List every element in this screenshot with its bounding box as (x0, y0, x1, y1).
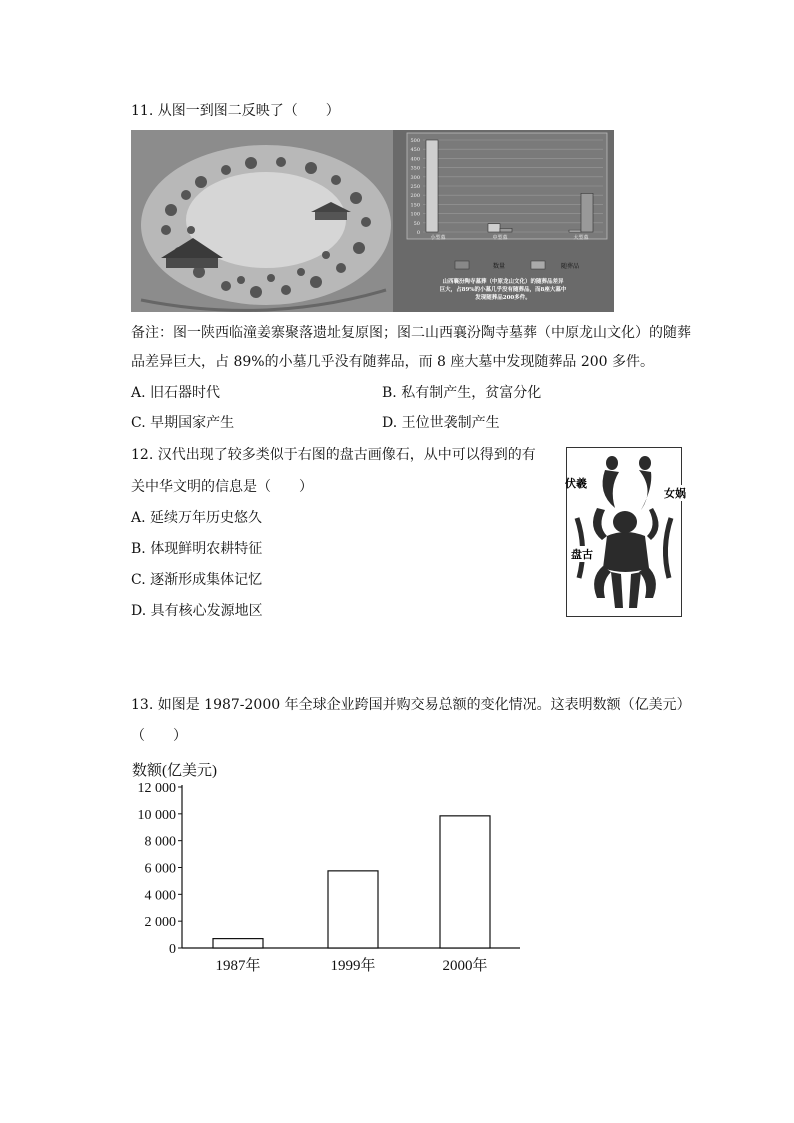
figure-jiangzhai-settlement-photo (131, 130, 393, 312)
y-tick-label: 150 (410, 202, 420, 209)
x-tick-label: 大型墓 (573, 235, 589, 241)
x-tick-label: 小型墓 (430, 235, 446, 241)
y-tick-label: 0 (416, 230, 420, 236)
x-tick-label: 2000年 (442, 958, 488, 974)
y-tick-label: 50 (413, 220, 420, 227)
question-12-option-c[interactable]: C. 逐渐形成集体记忆 (131, 572, 263, 588)
question-11-option-c[interactable]: C. 早期国家产生 (131, 415, 235, 431)
label-fuxi: 伏羲 (565, 477, 587, 490)
question-11-note-line-1: 备注：图一陕西临潼姜寨聚落遗址复原图；图二山西襄汾陶寺墓葬（中原龙山文化）的随葬 (131, 325, 691, 341)
question-11-stem: 11. 从图一到图二反映了（ ） (131, 103, 340, 119)
question-13-stem-line-1: 13. 如图是 1987-2000 年全球企业跨国并购交易总额的变化情况。这表明数额（亿美元） (131, 697, 691, 713)
taosi-tomb-bar-chart (393, 130, 614, 312)
y-tick-label: 12 000 (137, 781, 176, 796)
y-tick-label: 500 (410, 138, 420, 144)
figure-pangu-stone-relief (565, 447, 686, 617)
legend-label-burial-goods: 随葬品 (561, 263, 580, 270)
question-11-note-line-2: 品差异巨大，占 89%的小墓几乎没有随葬品，而 8 座大墓中发现随葬品 200 多件。 (131, 354, 654, 370)
bar-burial-goods (581, 193, 593, 232)
merger-amount-bar-chart (120, 755, 540, 985)
question-11-option-b[interactable]: B. 私有制产生，贫富分化 (382, 385, 542, 401)
question-11-option-d[interactable]: D. 王位世袭制产生 (382, 415, 500, 431)
figure-caption-line: 发现随葬品200多件。 (475, 295, 531, 301)
legend-swatch-count (455, 261, 469, 269)
question-12-option-b[interactable]: B. 体现鲜明农耕特征 (131, 541, 263, 557)
label-pangu: 盘古 (571, 548, 593, 561)
settlement-photo-illustration (131, 130, 393, 312)
bar-count (569, 230, 581, 232)
figure-caption-line: 巨大，占89%的小墓几乎没有随葬品，而8座大墓中 (439, 287, 567, 293)
y-tick-label: 0 (169, 942, 176, 957)
bar-count (488, 224, 500, 232)
y-tick-label: 8 000 (144, 834, 176, 850)
legend-swatch-burial-goods (531, 261, 545, 269)
x-tick-label: 1987年 (215, 958, 261, 974)
question-11-option-a[interactable]: A. 旧石器时代 (131, 385, 221, 401)
question-13-stem-line-2: （ ） (131, 728, 187, 744)
bar-3 (440, 816, 490, 948)
y-tick-label: 350 (410, 165, 420, 172)
y-tick-label: 200 (410, 193, 420, 200)
y-tick-label: 250 (410, 184, 420, 190)
label-nuwa: 女娲 (664, 487, 686, 500)
y-tick-label: 300 (410, 174, 420, 181)
question-12-option-d[interactable]: D. 具有核心发源地区 (131, 603, 263, 619)
y-tick-label: 2 000 (144, 915, 176, 931)
y-tick-label: 400 (410, 156, 420, 163)
bar-burial-goods (500, 228, 512, 232)
question-12-stem-line-1: 12. 汉代出现了较多类似于右图的盘古画像石，从中可以得到的有 (131, 447, 536, 463)
y-tick-label: 6 000 (144, 861, 176, 877)
bar-count (426, 140, 438, 232)
bar-1 (213, 939, 263, 948)
question-12-stem-line-2: 关中华文明的信息是（ ） (131, 479, 313, 495)
x-tick-label: 1999年 (330, 958, 376, 974)
x-tick-label: 中型墓 (492, 235, 508, 241)
bar-2 (328, 871, 378, 948)
question-12-option-a[interactable]: A. 延续万年历史悠久 (131, 510, 263, 526)
merger-amount-svg (120, 755, 540, 985)
figure-taosi-tomb-chart (393, 130, 614, 312)
figure-caption-line: 山西襄汾陶寺墓葬（中原龙山文化）的随葬品差异 (442, 279, 564, 285)
y-tick-label: 10 000 (137, 807, 176, 823)
legend-label-count: 数量 (493, 263, 506, 270)
y-tick-label: 450 (410, 147, 420, 154)
y-tick-label: 4 000 (144, 888, 176, 904)
pangu-relief-illustration (567, 448, 681, 616)
y-axis-label: 数额(亿美元) (132, 763, 217, 779)
y-tick-label: 100 (410, 211, 420, 218)
